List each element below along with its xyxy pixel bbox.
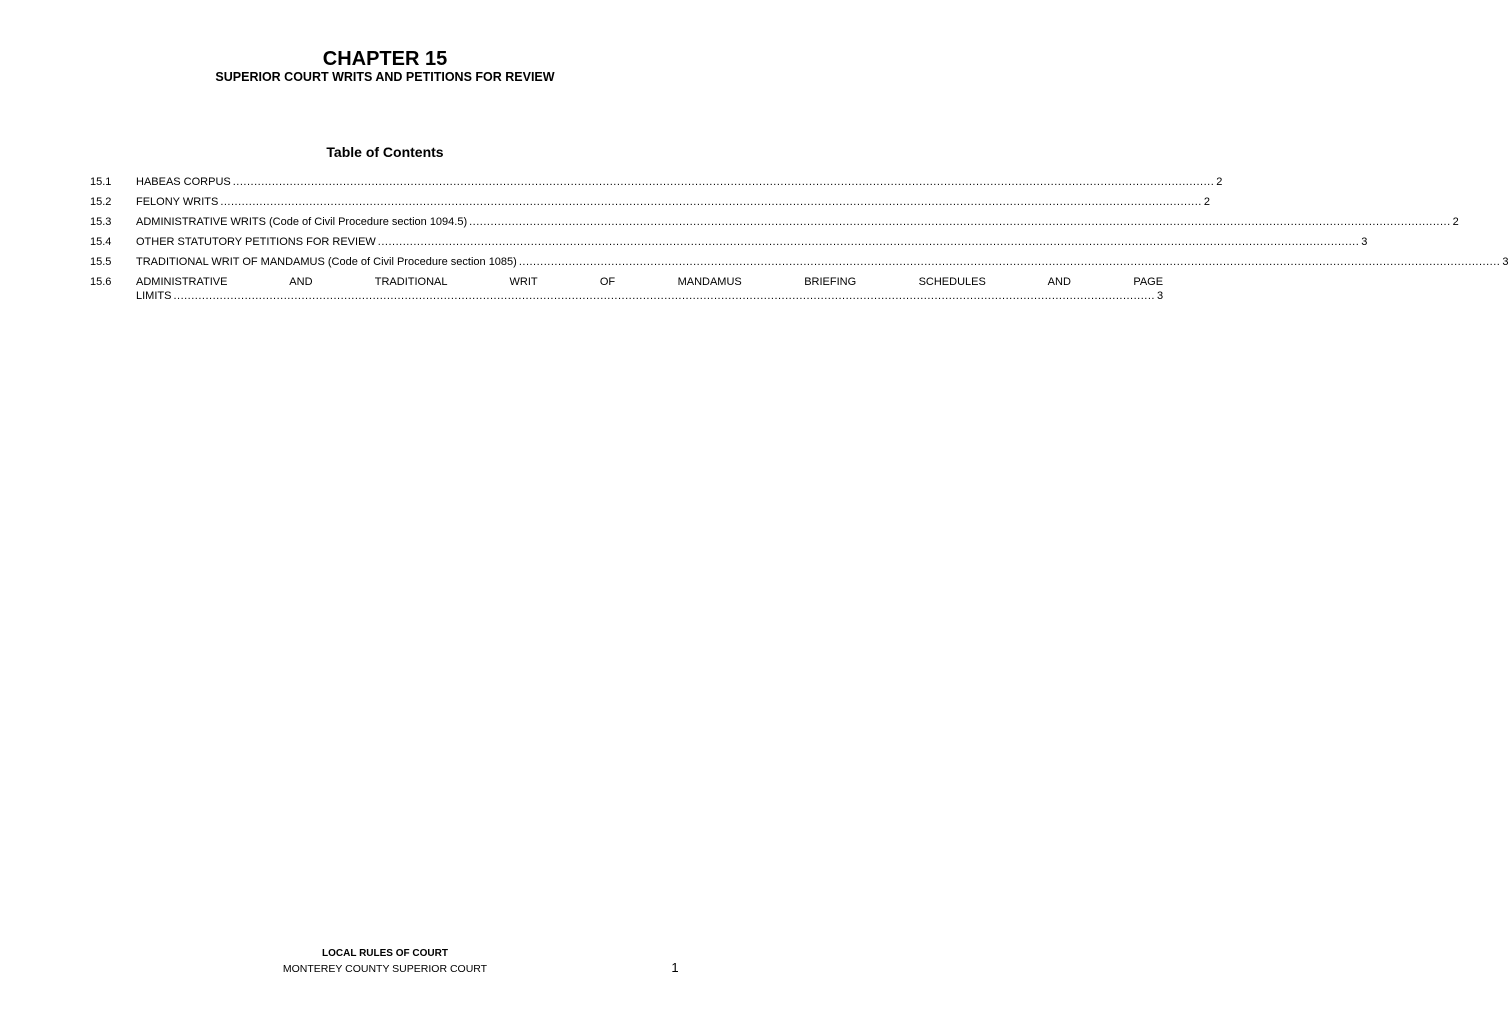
toc-entry-15-4[interactable] — [90, 235, 1368, 249]
toc-entry-number: 15.3 — [90, 216, 112, 228]
footer-rules-title: LOCAL RULES OF COURT — [322, 948, 448, 959]
toc-dot-leader — [469, 215, 1451, 229]
toc-entry-number: 15.6 — [90, 276, 112, 288]
toc-entry-15-2[interactable] — [90, 195, 1210, 209]
toc-entry-title-continued: LIMITS — [136, 290, 172, 302]
toc-dot-leader — [378, 235, 1360, 249]
toc-entry-15-6[interactable] — [90, 275, 1164, 303]
toc-entry-15-5[interactable] — [90, 255, 1508, 269]
toc-dot-leader — [220, 195, 1202, 209]
toc-dot-leader — [519, 255, 1501, 269]
footer-court-name: MONTEREY COUNTY SUPERIOR COURT — [282, 963, 488, 975]
toc-entry-page: 3 — [1156, 290, 1164, 302]
toc-entry-15-1[interactable] — [90, 175, 1223, 189]
toc-entry-number: 15.5 — [90, 256, 112, 268]
toc-entry-title: ADMINISTRATIVE WRITS (Code of Civil Procedure section 1094.5) — [136, 216, 468, 228]
toc-entry-15-3[interactable] — [90, 215, 1459, 229]
toc-entry-page: 2 — [1452, 216, 1459, 228]
toc-entry-title: TRADITIONAL WRIT OF MANDAMUS (Code of Civil Procedure section 1085) — [136, 256, 517, 268]
chapter-title: CHAPTER 15 — [322, 48, 448, 70]
toc-dot-leader — [233, 175, 1215, 189]
toc-entry-number: 15.1 — [90, 176, 112, 188]
toc-entry-number: 15.4 — [90, 236, 112, 248]
toc-entry-title: ADMINISTRATIVE AND TRADITIONAL WRIT OF MANDAMUS BRIEFING SCHEDULES AND PAGE — [136, 276, 1164, 288]
toc-entry-page: 3 — [1502, 256, 1508, 268]
toc-entry-page: 3 — [1361, 236, 1368, 248]
toc-entry-page: 2 — [1216, 176, 1223, 188]
chapter-subtitle: SUPERIOR COURT WRITS AND PETITIONS FOR REVIEW — [215, 70, 555, 84]
toc-entry-number: 15.2 — [90, 196, 112, 208]
toc-entry-title: FELONY WRITS — [136, 196, 219, 208]
page-number: 1 — [671, 960, 679, 975]
toc-dot-leader — [173, 289, 1155, 303]
toc-entry-page: 2 — [1203, 196, 1210, 208]
toc-heading: Table of Contents — [326, 144, 444, 160]
table-of-contents — [90, 175, 1508, 309]
toc-entry-title: OTHER STATUTORY PETITIONS FOR REVIEW — [136, 236, 376, 248]
toc-entry-title: HABEAS CORPUS — [136, 176, 231, 188]
